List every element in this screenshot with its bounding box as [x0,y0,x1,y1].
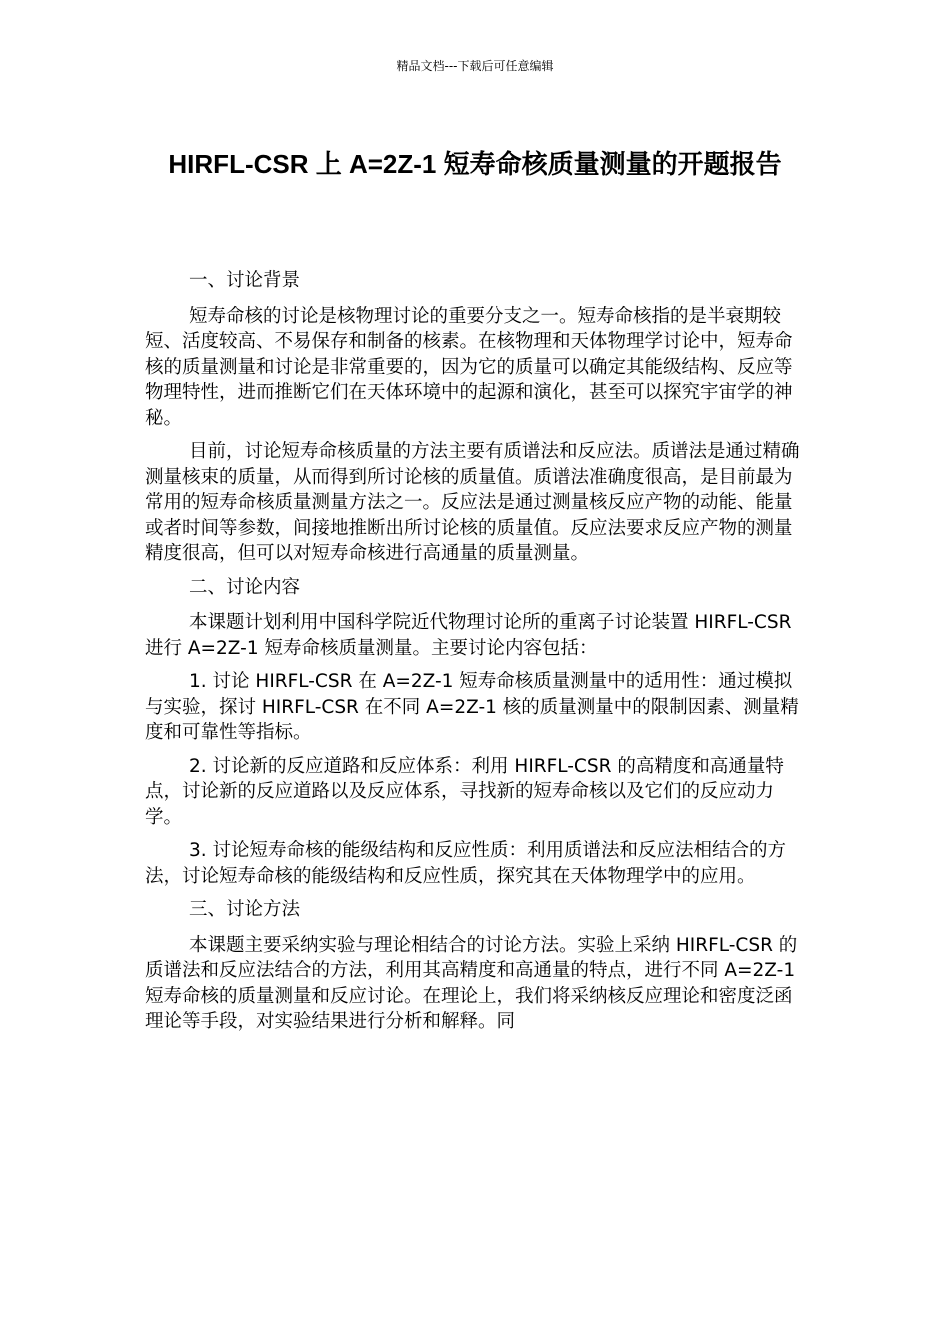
list-item: 2. 讨论新的反应道路和反应体系：利用 HIRFL-CSR 的高精度和高通量特点，讨论新的反应道路以及反应体系，寻找新的短寿命核以及它们的反应动力学。 [145,755,784,828]
section-heading: 三、讨论方法 [189,899,301,920]
paragraph: 本课题主要采纳实验与理论相结合的讨论方法。实验上采纳 HIRFL-CSR 的质谱法和反应法结合的方法，利用其高精度和高通量的特点，进行不同 A=2Z-1 短寿命核的质量测量和反应讨论。在理论上，我们将采纳核反应理论和密度泛函理论等手段，对实验结果进行分析和解释。同 [145,934,798,1032]
document-title: HIRFL-CSR 上 A=2Z-1 短寿命核质量测量的开题报告 [168,149,782,179]
section-heading: 一、讨论背景 [189,270,301,291]
paragraph: 本课题计划利用中国科学院近代物理讨论所的重离子讨论装置 HIRFL-CSR 进行 A=2Z-1 短寿命核质量测量。主要讨论内容包括： [145,612,792,659]
list-item: 1. 讨论 HIRFL-CSR 在 A=2Z-1 短寿命核质量测量中的适用性：通过模拟与实验，探讨 HIRFL-CSR 在不同 A=2Z-1 核的质量测量中的限制因素、测量精度和可靠性等指标。 [145,671,799,743]
paragraph: 目前，讨论短寿命核质量的方法主要有质谱法和反应法。质谱法是通过精确测量核束的质量，从而得到所讨论核的质量值。质谱法准确度很高，是目前最为常用的短寿命核质量测量方法之一。反应法是通过测量核反应产物的动能、能量或者时间等参数，间接地推断出所讨论核的质量值。反应法要求反应产物的测量精度很高，但可以对短寿命核进行高通量的质量测量。 [145,441,800,564]
list-item: 3. 讨论短寿命核的能级结构和反应性质：利用质谱法和反应法相结合的方法，讨论短寿命核的能级结构和反应性质，探究其在天体物理学中的应用。 [145,840,787,887]
paragraph: 短寿命核的讨论是核物理讨论的重要分支之一。短寿命核指的是半衰期较短、活度较高、不易保存和制备的核素。在核物理和天体物理学讨论中，短寿命核的质量测量和讨论是非常重要的，因为它的质量可以确定其能级结构、反应等物理特性，进而推断它们在天体环境中的起源和演化，甚至可以探究宇宙学的神秘。 [145,305,793,429]
page-header-note: 精品文档---下载后可任意编辑 [396,59,554,73]
section-heading: 二、讨论内容 [189,576,301,598]
document-body [145,268,805,1043]
